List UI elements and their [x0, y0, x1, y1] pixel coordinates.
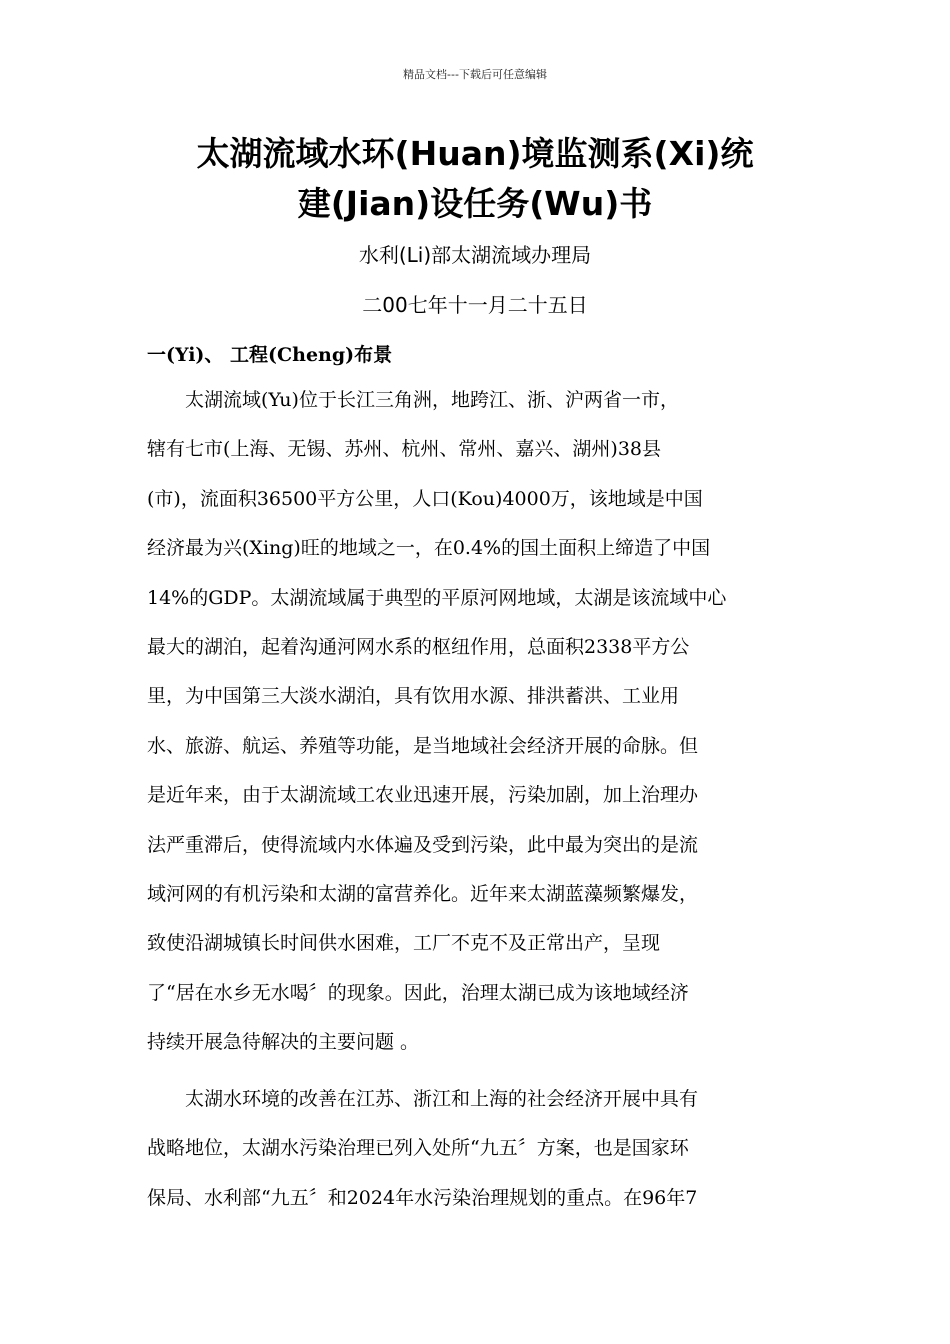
- text-line: (市)，流面积36500平方公里，人口(Kou)4000万，该地域是中国: [147, 487, 703, 510]
- document-title-line-1: 太湖流域水环(Huan)境监测系(Xi)统: [196, 134, 754, 173]
- text-line: 持续开展急待解决的主要问题 。: [147, 1031, 420, 1054]
- section-heading: 一(Yi)、 工程(Cheng)布景: [147, 344, 393, 366]
- text-line: 里，为中国第三大淡水湖泊，具有饮用水源、排洪蓄洪、工业用: [147, 685, 680, 708]
- text-line: 是近年来，由于太湖流域工农业迅速开展，污染加剧，加上治理办: [147, 784, 699, 807]
- text-line: 了“居在水乡无水喝〞的现象。因此，治理太湖已成为该地域经济: [147, 981, 689, 1004]
- text-line: 经济最为兴(Xing)旺的地域之一，在0.4%的国土面积上缔造了中国: [147, 537, 711, 560]
- text-line: 域河网的有机污染和太湖的富营养化。近年来太湖蓝藻频繁爆发，: [147, 882, 699, 905]
- text-line: 辖有七市(上海、无锡、苏州、杭州、常州、嘉兴、湖州)38县: [147, 438, 662, 461]
- text-line: 水、旅游、航运、养殖等功能，是当地域社会经济开展的命脉。但: [147, 734, 699, 757]
- text-line: 致使沿湖城镇长时间供水困难，工厂不克不及正常出产，呈现: [147, 932, 661, 955]
- text-line: 太湖水环境的改善在江苏、浙江和上海的社会经济开展中具有: [147, 1088, 699, 1110]
- document-date: 二00七年十一月二十五日: [362, 293, 588, 317]
- text-line: 太湖流域(Yu)位于长江三角洲，地跨江、浙、沪两省一市，: [147, 389, 679, 411]
- text-line: 法严重滞后，使得流域内水体遍及受到污染，此中最为突出的是流: [147, 833, 699, 856]
- paragraph-1: [147, 376, 807, 1067]
- text-line: 14%的GDP。太湖流域属于典型的平原河网地域，太湖是该流域中心: [147, 586, 727, 609]
- issuing-organization: 水利(Li)部太湖流域办理局: [358, 243, 592, 267]
- text-line: 战略地位，太湖水污染治理已列入处所“九五〞方案，也是国家环: [147, 1137, 689, 1160]
- page-header-note: 精品文档---下载后可任意编辑: [403, 68, 547, 81]
- paragraph-2: [147, 1075, 807, 1223]
- document-title-line-2: 建(Jian)设任务(Wu)书: [297, 184, 653, 223]
- text-line: 保局、水利部“九五〞和2024年水污染治理规划的重点。在96年7: [147, 1186, 698, 1209]
- text-line: 最大的湖泊，起着沟通河网水系的枢纽作用，总面积2338平方公: [147, 635, 690, 658]
